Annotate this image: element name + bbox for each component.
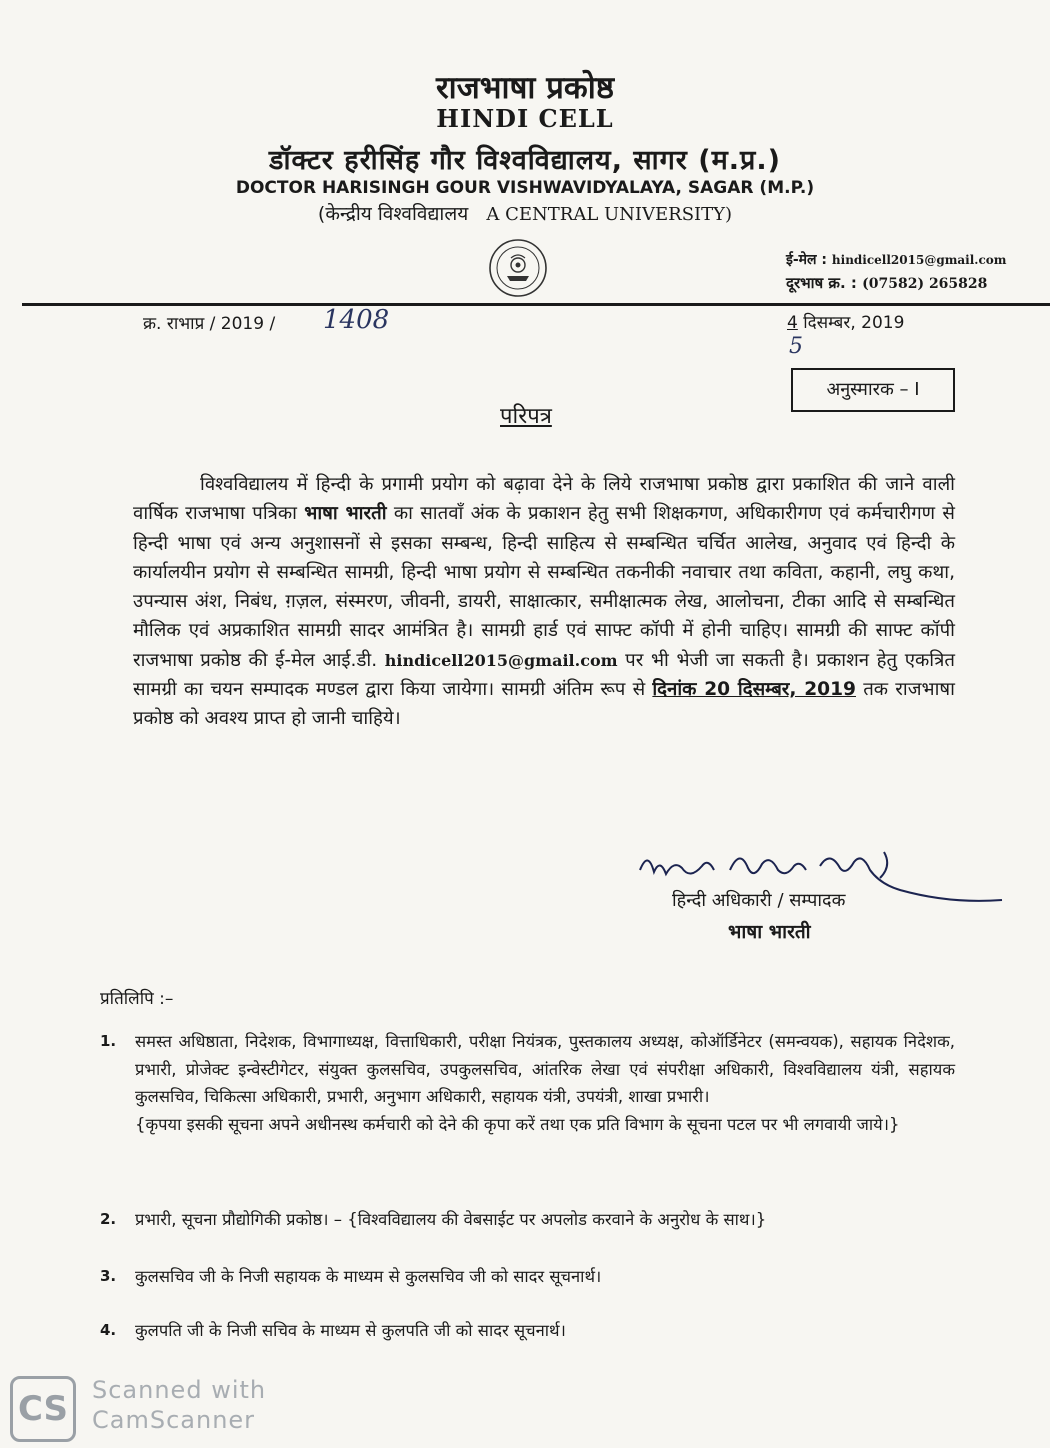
magazine-name: भाषा भारती: [304, 503, 387, 525]
copy-to-item-text: प्रभारी, सूचना प्रौद्योगिकी प्रकोष्ठ। – {विश्वविद्यालय की वेबसाईट पर अपलोड करवाने के अनुरोध के साथ।}: [135, 1210, 767, 1229]
issue-date-day: 4: [787, 313, 798, 333]
copy-to-item-number: 3.: [100, 1267, 117, 1285]
signatory-title: हिन्दी अधिकारी / सम्पादक: [672, 890, 846, 911]
reminder-badge: अनुस्मारक – I: [791, 368, 955, 412]
circular-body: [133, 470, 955, 734]
email-value: hindicell2015@gmail.com: [831, 253, 1007, 267]
body-part-3: पर भी भेजी जा सकती है। प्रकाशन हेतु एकत्रित सामग्री का चयन सम्पादक मण्डल द्वारा किया जायेगा। सामग्री अंतिम रूप से: [133, 649, 955, 701]
camscanner-logo-icon: CS: [10, 1376, 76, 1442]
submission-deadline: दिनांक 20 दिसम्बर, 2019: [652, 679, 856, 701]
cell-name-hindi: राजभाषा प्रकोष्ठ: [435, 70, 614, 106]
copy-to-item: [100, 1317, 955, 1345]
central-university-line: [0, 200, 1050, 226]
copy-to-item-number: 1.: [100, 1032, 117, 1050]
university-name-hindi: डॉक्टर हरीसिंह गौर विश्वविद्यालय, सागर (म.प्र.): [269, 145, 781, 176]
copy-to-item-text: कुलपति जी के निजी सचिव के माध्यम से कुलपति जी को सादर सूचनार्थ।: [135, 1321, 566, 1340]
phone-value: (07582) 265828: [862, 276, 988, 292]
reference-number: क्र. राभाप्र / 2019 /: [143, 314, 276, 334]
body-part-1: विश्वविद्यालय में हिन्दी के प्रगामी प्रयोग को बढ़ावा देने के लिये राजभाषा प्रकोष्ठ द्वारा प्रकाशित की जाने वाली वार्षिक राजभाषा पत्रिका: [133, 474, 955, 525]
circular-title: परिपत्र: [500, 404, 552, 429]
body-part-2: का सातवाँ अंक के प्रकाशन हेतु सभी शिक्षकगण, अधिकारीगण एवं कर्मचारीगण से हिन्दी भाषा एवं अन्य अनुशासनों से इसका सम्बन्ध, हिन्दी साहित्य से सम्बन्धित चर्चित आलेख, अनुवाद एवं हिन्दी के कार्यालयीन प्रयोग से सम्बन्धित सामग्री, हिन्दी भाषा प्रयोग से सम्बन्धित तकनीकी नवाचार तथा कविता, कहानी, लघु कथा, उपन्यास अंश, निबंध, ग़ज़ल, संस्मरण, जीवनी, डायरी, साक्षात्कार, समीक्षात्मक लेख, आलोचना, टीका आदि से सम्बन्धित मौलिक एवं अप्रकाशित सामग्री सादर आमंत्रित है। सामग्री हार्ड एवं साफ्ट कॉपी में होनी चाहिए। सामग्री की साफ्ट कॉपी राजभाषा प्रकोष्ठ की ई-मेल आई.डी.: [133, 503, 955, 671]
header-divider: [22, 303, 1050, 306]
signatory-publication: भाषा भारती: [728, 921, 811, 943]
watermark-line-2: CamScanner: [92, 1406, 256, 1434]
phone-label: दूरभाष क्र. :: [786, 274, 857, 292]
copy-to-item-text: समस्त अधिष्ठाता, निदेशक, विभागाध्यक्ष, वित्ताधिकारी, परीक्षा नियंत्रक, पुस्तकालय अध्यक्ष, कोऑर्डिनेटर (समन्वयक), सहायक निदेशक, प्रभारी, प्रोजेक्ट इन्वेस्टीगेटर, संयुक्त कुलसचिव, उपकुलसचिव, आंतरिक लेखा एवं संपरीक्षा अधिकारी, विश्वविद्यालय यंत्री, सहायक कुलसचिव, चिकित्सा अधिकारी, प्रभारी, अनुभाग अधिकारी, सहायक यंत्री, उपयंत्री, शाखा प्रभारी।: [135, 1032, 955, 1106]
contact-email: [786, 250, 1007, 269]
body-part-4: तक राजभाषा प्रकोष्ठ को अवश्य प्राप्त हो जानी चाहिये।: [133, 679, 955, 730]
copy-to-item: [100, 1263, 955, 1291]
issue-date-rest: दिसम्बर, 2019: [797, 313, 905, 333]
copy-to-item-number: 4.: [100, 1321, 117, 1339]
university-name-english: DOCTOR HARISINGH GOUR VISHWAVIDYALAYA, SAGAR (M.P.): [235, 178, 815, 198]
copy-to-item-text: कुलसचिव जी के निजी सहायक के माध्यम से कुलसचिव जी को सादर सूचनार्थ।: [135, 1267, 602, 1286]
university-seal-icon: [488, 238, 548, 298]
body-email-address: hindicell2015@gmail.com: [384, 650, 618, 670]
copy-to-item-note: {कृपया इसकी सूचना अपने अधीनस्थ कर्मचारी को देने की कृपा करें तथा एक प्रति विभाग के सूचना पटल पर भी लगवायी जाये।}: [135, 1114, 900, 1134]
reference-number-handwritten: 1408: [323, 305, 390, 335]
cell-name-english: HINDI CELL: [436, 104, 614, 133]
central-university-english: A CENTRAL UNIVERSITY): [486, 204, 733, 225]
date-handwritten-correction: 5: [789, 334, 803, 359]
copy-to-item: [100, 1028, 955, 1138]
email-label: ई-मेल :: [786, 252, 828, 268]
copy-to-label: प्रतिलिपि :–: [100, 989, 174, 1009]
central-university-hindi: (केन्द्रीय विश्वविद्यालय: [317, 203, 469, 225]
contact-phone: [786, 273, 987, 293]
issue-date: [787, 310, 904, 333]
copy-to-item: [100, 1206, 955, 1234]
watermark-line-1: Scanned with: [92, 1376, 267, 1404]
copy-to-item-number: 2.: [100, 1210, 117, 1228]
